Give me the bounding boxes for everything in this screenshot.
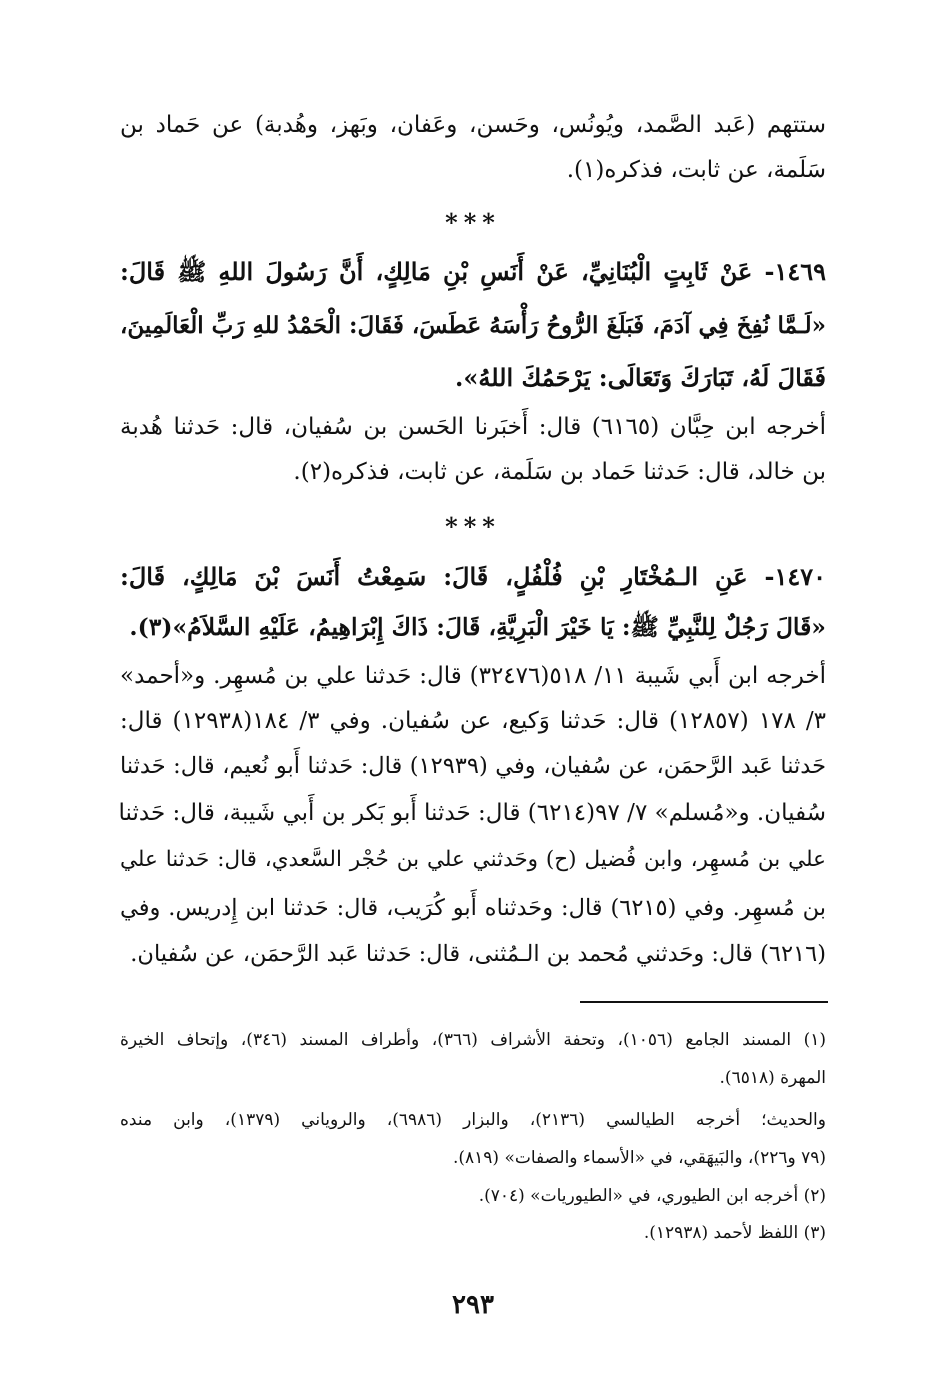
hadith-1469-takhrij-line-1: أخرجه ابن حِبَّان (٦١٦٥) قال: أَخبَرنا الحَسن بن سُفيان، قال: حَدثنا هُدبة <box>120 414 826 440</box>
hadith-1469-takhrij-line-2: بن خالد، قال: حَدثنا حَماد بن سَلَمة، عن ثابت، فذكره(٢). <box>293 459 826 485</box>
footnote-3: (٣) اللفظ لأحمد (١٢٩٣٨). <box>643 1223 826 1243</box>
hadith-1470-takhrij-line-2: ٣/ ١٧٨ (١٢٨٥٧) قال: حَدثنا وَكيع، عن سُفيان. وفي ٣/ ١٨٤(١٢٩٣٨) قال: <box>120 708 827 734</box>
hadith-1469-line-3: فَقَالَ لَهُ، تَبَارَكَ وَتَعَالَى: يَرْحَمُكَ اللهُ». <box>454 363 826 392</box>
footnote-1-line-1: (١) المسند الجامع (١٠٥٦)، وتحفة الأشراف (٣٦٦)، وأطراف المسند (٣٤٦)، وإتحاف الخيرة <box>120 1030 827 1050</box>
section-separator-1: *** <box>445 208 501 237</box>
footnote-1-line-3: والحديث؛ أخرجه الطيالسي (٢١٣٦)، والبزار (٦٩٨٦)، والروياني (١٣٧٩)، وابن منده <box>120 1110 826 1130</box>
page-number: ٢٩٣ <box>452 1290 494 1320</box>
intro-line-1: ستتهم (عَبد الصَّمد، ويُونُس، وحَسن، وعَفان، وبَهز، وهُدبة) عن حَماد بن <box>120 112 826 138</box>
hadith-1470-takhrij-line-4: سُفيان. و«مُسلم» ٧/ ٩٧(٦٢١٤) قال: حَدثنا أَبو بَكر بن أَبي شَيبة، قال: حَدثنا <box>118 800 826 826</box>
footnote-2: (٢) أخرجه ابن الطيوري، في «الطيوريات» (٧٠٤). <box>478 1186 826 1206</box>
hadith-1470-line-1: ١٤٧٠- عَنِ الـمُخْتَارِ بْنِ فُلْفُلٍ، قَالَ: سَمِعْتُ أَنَسَ بْنَ مَالِكٍ، قَالَ: <box>120 562 826 591</box>
hadith-1470-takhrij-line-3: حَدثنا عَبد الرَّحمَن، عن سُفيان، وفي (١٢٩٣٩) قال: حَدثنا أَبو نُعيم، قال: حَدثنا <box>120 753 826 779</box>
hadith-1470-takhrij-line-1: أخرجه ابن أَبي شَيبة ١١/ ٥١٨(٣٢٤٧٦) قال: حَدثنا علي بن مُسهِر. و«أحمد» <box>120 663 827 689</box>
hadith-1470-takhrij-line-7: (٦٢١٦) قال: وحَدثني مُحمد بن الـمُثنى، قال: حَدثنا عَبد الرَّحمَن، عن سُفيان. <box>130 941 826 967</box>
hadith-1470-line-2: «قَالَ رَجُلٌ لِلنَّبِيِّ ﷺ: يَا خَيْرَ الْبَرِيَّةِ، قَالَ: ذَاكَ إِبْرَاهِيمُ، عَلَيْهِ السَّلاَمُ»(٣). <box>129 613 826 641</box>
footnote-rule <box>580 1001 828 1003</box>
hadith-1470-takhrij-line-6: بن مُسهِر. وفي (٦٢١٥) قال: وحَدثناه أَبو كُرَيب، قال: حَدثنا ابن إِدريس. وفي <box>120 895 827 921</box>
section-separator-2: *** <box>445 512 501 541</box>
footnote-1-line-4: (٧٩ و٢٢٦)، والبَيهَقي، في «الأسماء والصفات» (٨١٩). <box>452 1148 826 1168</box>
hadith-1469-line-1: ١٤٦٩- عَنْ ثَابِتٍ الْبُنَانِيِّ، عَنْ أَنَسِ بْنِ مَالِكٍ، أَنَّ رَسُولَ اللهِ ﷺ قَالَ: <box>120 257 826 286</box>
footnote-1-line-2: المهرة (٦٥١٨). <box>719 1068 826 1088</box>
hadith-1469-line-2: «لَـمَّا نُفِخَ فِي آدَمَ، فَبَلَغَ الرُّوحُ رَأْسَهُ عَطَسَ، فَقَالَ: الْحَمْدُ للهِ رَبِّ الْعَالَمِينَ، <box>120 312 826 339</box>
intro-line-2: سَلَمة، عن ثابت، فذكره(١). <box>566 157 826 183</box>
hadith-1470-takhrij-line-5: علي بن مُسهِر، وابن فُضيل (ح) وحَدثني علي بن حُجْر السَّعدي، قال: حَدثنا علي <box>120 847 826 872</box>
